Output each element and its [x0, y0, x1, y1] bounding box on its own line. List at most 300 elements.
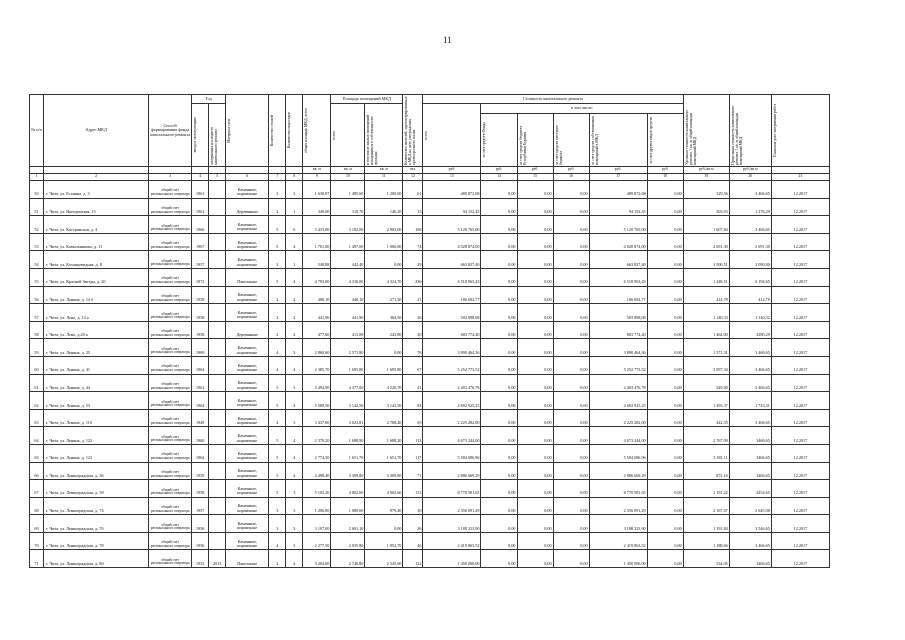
cost-total-cell: 683 774,40 — [423, 321, 481, 339]
total-area-cell: 2 277,50 — [303, 532, 331, 550]
column-number-cell: 12 — [403, 174, 423, 181]
premises-area-cell: 1 651,70 — [331, 444, 365, 462]
cost-fund-cell: 0,00 — [481, 392, 517, 410]
unit-cell — [149, 167, 192, 174]
private-area-cell: 1 688,20 — [365, 427, 403, 445]
total-area-cell: 1 206,80 — [303, 497, 331, 515]
row-number: 62 — [30, 392, 44, 410]
unit-cost-cell: 3 097,34 — [683, 356, 729, 374]
cost-local-cell: 0,00 — [553, 392, 589, 410]
cost-regional-cell: 0,00 — [517, 427, 553, 445]
cost-regional-cell: 0,00 — [517, 181, 553, 199]
cost-local-cell: 0,00 — [553, 374, 589, 392]
header-cost-owners-text: за счет средств собственников помещений в МКД — [590, 116, 599, 165]
year-repaired-cell — [209, 374, 226, 392]
total-area-cell: 1 630,87 — [303, 181, 331, 199]
floors-cell: 2 — [269, 251, 286, 269]
cost-local-cell: 0,00 — [553, 286, 589, 304]
table-row — [30, 339, 830, 357]
total-area-cell: 2 774,50 — [303, 444, 331, 462]
column-number-cell: 1 — [30, 174, 44, 181]
total-area-cell: 3 433,00 — [303, 216, 331, 234]
max-unit-cost-cell: 412,78 — [729, 286, 771, 304]
cost-fund-cell: 0,00 — [481, 339, 517, 357]
header-entrances-text: Количество подъездов — [287, 112, 292, 149]
header-cost-fund-text: за счет средств Фонда — [482, 122, 487, 158]
floors-cell: 2 — [269, 550, 286, 568]
address-cell: г. Чита, ул. Ленина, д. 110 — [44, 409, 149, 427]
cost-fund-cell: 0,00 — [481, 550, 517, 568]
row-number: 57 — [30, 304, 44, 322]
header-max-unit-cost — [729, 95, 771, 167]
entrances-cell: 4 — [286, 427, 303, 445]
table-row — [30, 304, 830, 322]
address-cell: г. Чита, ул. Ленина, д. 14 б — [44, 286, 149, 304]
table-row — [30, 286, 830, 304]
premises-area-cell: 2 571,80 — [331, 339, 365, 357]
year-repaired-cell — [209, 233, 226, 251]
header-cost-total — [423, 104, 481, 167]
column-number-cell: 16 — [553, 174, 589, 181]
wall-material-cell: Каменные, кирпичные — [226, 233, 269, 251]
max-unit-cost-cell: 1 276,29 — [729, 198, 771, 216]
premises-area-cell: 1 688,90 — [331, 427, 365, 445]
header-total-area — [303, 95, 331, 167]
table-row — [30, 198, 830, 216]
floors-cell: 3 — [269, 497, 286, 515]
cost-total-cell: 2 403 476,78 — [423, 374, 481, 392]
cost-other-cell: 0,00 — [647, 304, 683, 322]
private-area-cell: 1 200,00 — [365, 181, 403, 199]
cost-owners-cell: 5 584 686,96 — [589, 444, 647, 462]
address-cell: г. Чита, ул. Коханцевидная, д. 8 — [44, 251, 149, 269]
unit-cost-cell: 1 188,66 — [683, 532, 729, 550]
total-area-cell: 5 103,20 — [303, 480, 331, 498]
wall-material-cell: Каменные, кирпичные — [226, 216, 269, 234]
cost-other-cell: 0,00 — [647, 409, 683, 427]
premises-area-cell: 2 601,10 — [331, 515, 365, 533]
header-floors — [269, 95, 286, 167]
entrances-cell: 6 — [286, 216, 303, 234]
max-unit-cost-cell: 3 466,65 — [729, 339, 771, 357]
cost-other-cell: 0,00 — [647, 427, 683, 445]
private-area-cell: 3 142,50 — [365, 392, 403, 410]
cost-local-cell: 0,00 — [553, 181, 589, 199]
page-number: 11 — [443, 35, 452, 45]
residents-cell: 36 — [403, 515, 423, 533]
year-built-cell: 1958 — [192, 286, 209, 304]
wall-material-cell: Каменные, кирпичные — [226, 392, 269, 410]
deadline-cell: 12.2017 — [771, 480, 829, 498]
row-number: 53 — [30, 233, 44, 251]
max-unit-cost-cell: 1 743,31 — [729, 392, 771, 410]
private-area-cell: 1 006,00 — [365, 233, 403, 251]
cost-fund-cell: 0,00 — [481, 480, 517, 498]
entrances-cell: 2 — [286, 321, 303, 339]
header-address: Адрес МКД — [44, 95, 149, 167]
year-built-cell: 1972 — [192, 268, 209, 286]
fund-method-cell: общий счет регионального оператора — [149, 339, 192, 357]
year-repaired-cell — [209, 321, 226, 339]
wall-material-cell: Каменные, кирпичные — [226, 339, 269, 357]
cost-other-cell: 0,00 — [647, 462, 683, 480]
deadline-cell: 12.2017 — [771, 268, 829, 286]
header-cost-other — [647, 114, 683, 167]
unit-cost-cell: 549,00 — [683, 374, 729, 392]
fund-method-cell: общий счет регионального оператора — [149, 480, 192, 498]
table-row — [30, 427, 830, 445]
cost-other-cell: 0,00 — [647, 286, 683, 304]
private-area-cell: 3 309,80 — [365, 462, 403, 480]
cost-fund-cell: 0,00 — [481, 462, 517, 480]
column-number-cell: 7 — [269, 174, 286, 181]
cost-local-cell: 0,00 — [553, 462, 589, 480]
table-row — [30, 216, 830, 234]
year-repaired-cell — [209, 251, 226, 269]
entrances-cell: 2 — [286, 304, 303, 322]
table-row — [30, 532, 830, 550]
deadline-cell: 12.2017 — [771, 550, 829, 568]
row-number: 64 — [30, 427, 44, 445]
private-area-cell: 4 002,60 — [365, 480, 403, 498]
max-unit-cost-cell: 3 466,65 — [729, 374, 771, 392]
private-area-cell: 271,50 — [365, 286, 403, 304]
entrances-cell: 4 — [286, 233, 303, 251]
year-repaired-cell — [209, 444, 226, 462]
fund-method-cell: общий счет регионального оператора — [149, 427, 192, 445]
cost-local-cell: 0,00 — [553, 532, 589, 550]
column-number-cell: 15 — [517, 174, 553, 181]
cost-regional-cell: 0,00 — [517, 374, 553, 392]
header-year-last-repair — [209, 104, 226, 167]
cost-local-cell: 0,00 — [553, 550, 589, 568]
cost-regional-cell: 0,00 — [517, 356, 553, 374]
column-number-cell: 9 — [303, 174, 331, 181]
unit-cost-cell: 1 140,33 — [683, 304, 729, 322]
cost-regional-cell: 0,00 — [517, 286, 553, 304]
premises-area-cell: 413,08 — [331, 321, 365, 339]
table-row — [30, 409, 830, 427]
cost-fund-cell: 0,00 — [481, 409, 517, 427]
cost-owners-cell: 6 518 963,43 — [589, 268, 647, 286]
table-row — [30, 233, 830, 251]
cost-regional-cell: 0,00 — [517, 532, 553, 550]
table-body — [30, 181, 830, 568]
cost-other-cell: 0,00 — [647, 550, 683, 568]
total-area-cell: 480,10 — [303, 286, 331, 304]
header-premises-private — [365, 104, 403, 167]
deadline-cell: 12.2017 — [771, 392, 829, 410]
year-built-cell: 1959 — [192, 462, 209, 480]
repair-plan-table — [29, 94, 830, 568]
floors-cell: 4 — [269, 339, 286, 357]
header-max-unit-cost-text: Предельная стоимость капитального ремонта 1 кв. м общей площади помещений МКД — [730, 105, 743, 165]
units-row — [30, 167, 830, 174]
table-row — [30, 321, 830, 339]
address-cell: г. Чита, ул. Ленина, д. 53 — [44, 392, 149, 410]
cost-other-cell: 0,00 — [647, 532, 683, 550]
max-unit-cost-cell: 2 691,30 — [729, 233, 771, 251]
column-number-cell: 17 — [589, 174, 647, 181]
private-area-cell: 4 324,70 — [365, 268, 403, 286]
premises-area-cell: 310,70 — [331, 198, 365, 216]
residents-cell: 113 — [403, 480, 423, 498]
premises-area-cell: 441,90 — [331, 304, 365, 322]
cost-total-cell: 5 120 765,00 — [423, 216, 481, 234]
floors-cell: 4 — [269, 409, 286, 427]
unit-cell: руб. — [589, 167, 647, 174]
fund-method-cell: общий счет регионального оператора — [149, 304, 192, 322]
deadline-cell: 12.2017 — [771, 233, 829, 251]
header-cost-regional — [517, 114, 553, 167]
entrances-cell: 3 — [286, 181, 303, 199]
cost-fund-cell: 0,00 — [481, 427, 517, 445]
year-built-cell: 1967 — [192, 233, 209, 251]
wall-material-cell: Каменные, кирпичные — [226, 181, 269, 199]
premises-area-cell: 3 142,50 — [331, 392, 365, 410]
floors-cell: 2 — [269, 321, 286, 339]
unit-cost-cell: 872,16 — [683, 462, 729, 480]
header-num: № п/п — [30, 95, 44, 167]
premises-area-cell: 3 182,00 — [331, 216, 365, 234]
table-row — [30, 374, 830, 392]
cost-owners-cell: 186 692,77 — [589, 286, 647, 304]
private-area-cell: 2 545,60 — [365, 550, 403, 568]
column-number-cell: 11 — [365, 174, 403, 181]
max-unit-cost-cell: 2 645,08 — [729, 497, 771, 515]
year-repaired-cell — [209, 497, 226, 515]
cost-fund-cell: 0,00 — [481, 532, 517, 550]
year-repaired-cell — [209, 462, 226, 480]
private-area-cell: 979,40 — [365, 497, 403, 515]
entrances-cell: 4 — [286, 444, 303, 462]
cost-local-cell: 0,00 — [553, 304, 589, 322]
wall-material-cell: Каменные, кирпичные — [226, 427, 269, 445]
total-area-cell: 349,00 — [303, 198, 331, 216]
floors-cell: 3 — [269, 181, 286, 199]
cost-owners-cell: 3 188 223,90 — [589, 515, 647, 533]
year-built-cell: 1964 — [192, 392, 209, 410]
max-unit-cost-cell: 3 466,65 — [729, 532, 771, 550]
column-number-cell: 6 — [226, 174, 269, 181]
cost-owners-cell: 683 774,40 — [589, 321, 647, 339]
premises-area-cell: 4 316,00 — [331, 268, 365, 286]
year-built-cell: 1953 — [192, 550, 209, 568]
cost-regional-cell: 0,00 — [517, 251, 553, 269]
premises-area-cell: 1 695,80 — [331, 356, 365, 374]
year-repaired-cell — [209, 198, 226, 216]
wall-material-cell: Панельные — [226, 550, 269, 568]
cost-regional-cell: 0,00 — [517, 550, 553, 568]
cost-total-cell: 2 886 669,29 — [423, 462, 481, 480]
cost-local-cell: 0,00 — [553, 515, 589, 533]
table-row — [30, 444, 830, 462]
premises-area-cell: 3 023,81 — [331, 409, 365, 427]
cost-total-cell: 2 419 863,52 — [423, 532, 481, 550]
deadline-cell: 12.2017 — [771, 462, 829, 480]
address-cell: г. Чита, ул. Ленина, д. 41 — [44, 356, 149, 374]
unit-cell: кв. м — [303, 167, 331, 174]
entrances-cell: 3 — [286, 480, 303, 498]
unit-cell: руб./кв.м — [729, 167, 771, 174]
row-number: 65 — [30, 444, 44, 462]
cost-other-cell: 0,00 — [647, 251, 683, 269]
table-row — [30, 181, 830, 199]
unit-cell: руб. — [517, 167, 553, 174]
premises-area-cell: 4 377,00 — [331, 374, 365, 392]
row-number: 67 — [30, 480, 44, 498]
cost-fund-cell: 0,00 — [481, 515, 517, 533]
column-number-cell: 19 — [683, 174, 729, 181]
deadline-cell: 12.2017 — [771, 374, 829, 392]
fund-method-cell: общий счет регионального оператора — [149, 356, 192, 374]
max-unit-cost-cell: 3 466,65 — [729, 409, 771, 427]
max-unit-cost-cell: 3466,65 — [729, 444, 771, 462]
row-number: 58 — [30, 321, 44, 339]
unit-cost-cell: 303,03 — [683, 198, 729, 216]
unit-cost-cell: 1 607,64 — [683, 216, 729, 234]
cost-local-cell: 0,00 — [553, 268, 589, 286]
cost-owners-cell: 1 450 000,00 — [589, 550, 647, 568]
table-row — [30, 268, 830, 286]
private-area-cell: 1 695,80 — [365, 356, 403, 374]
wall-material-cell: Каменные, кирпичные — [226, 515, 269, 533]
unit-cost-cell: 2 167,07 — [683, 497, 729, 515]
cost-owners-cell: 4 692 925,25 — [589, 392, 647, 410]
table-row — [30, 480, 830, 498]
row-number: 51 — [30, 198, 44, 216]
year-repaired-cell — [209, 392, 226, 410]
cost-total-cell: 5 584 686,96 — [423, 444, 481, 462]
entrances-cell: 1 — [286, 251, 303, 269]
cost-other-cell: 0,00 — [647, 374, 683, 392]
deadline-cell: 12.2017 — [771, 286, 829, 304]
total-area-cell: 2 385,70 — [303, 356, 331, 374]
unit-cell: руб. — [423, 167, 481, 174]
wall-material-cell: Каменные, кирпичные — [226, 374, 269, 392]
year-built-cell: 1956 — [192, 532, 209, 550]
cost-total-cell: 2 225 282,00 — [423, 409, 481, 427]
wall-material-cell: Каменные, кирпичные — [226, 462, 269, 480]
fund-method-cell: общий счет регионального оператора — [149, 550, 192, 568]
column-number-cell: 20 — [729, 174, 771, 181]
header-premises-area: Площадь помещений МКД — [331, 95, 403, 104]
entrances-cell: 3 — [286, 532, 303, 550]
unit-cost-cell: 534,05 — [683, 550, 729, 568]
address-cell: г. Чита, ул. Ленина, д. 122 — [44, 427, 149, 445]
residents-cell: 21 — [403, 286, 423, 304]
deadline-cell: 12.2017 — [771, 304, 829, 322]
floors-cell: 5 — [269, 216, 286, 234]
address-cell: г. Чита, ул. Ленинградская, д. 80 — [44, 550, 149, 568]
premises-area-cell: 1 497,00 — [331, 233, 365, 251]
table-row — [30, 356, 830, 374]
year-repaired-cell — [209, 304, 226, 322]
floors-cell: 4 — [269, 356, 286, 374]
column-number-cell: 21 — [771, 174, 829, 181]
cost-total-cell: 1 450 000,00 — [423, 550, 481, 568]
cost-regional-cell: 0,00 — [517, 497, 553, 515]
cost-total-cell: 4 692 925,25 — [423, 392, 481, 410]
cost-fund-cell: 0,00 — [481, 321, 517, 339]
cost-fund-cell: 0,00 — [481, 497, 517, 515]
address-cell: г. Чита, ул. Кастринская, д. 4 — [44, 216, 149, 234]
residents-cell: 113 — [403, 427, 423, 445]
unit-cell: кв. м — [331, 167, 365, 174]
header-floors-text: Количество этажей — [270, 114, 275, 147]
row-number: 70 — [30, 532, 44, 550]
header-residents-text: Количество жителей, зарегистрированных в МКД на дату утверждения краткосрочного плана — [404, 96, 417, 165]
header-year-built — [192, 104, 209, 167]
floors-cell: 2 — [269, 198, 286, 216]
cost-local-cell: 0,00 — [553, 427, 589, 445]
column-number-cell: 14 — [481, 174, 517, 181]
max-unit-cost-cell: 3466,65 — [729, 427, 771, 445]
unit-cell — [226, 167, 269, 174]
row-number: 56 — [30, 286, 44, 304]
address-cell: г. Чита, ул. Лено, д. 14 а — [44, 304, 149, 322]
unit-cell: руб. — [647, 167, 683, 174]
row-number: 60 — [30, 356, 44, 374]
row-number: 69 — [30, 515, 44, 533]
cost-regional-cell: 0,00 — [517, 444, 553, 462]
unit-cell — [269, 167, 286, 174]
address-cell: г. Чита, ул. Ингодинская, 13 — [44, 198, 149, 216]
header-cost-other-text: за счет других видов средств — [648, 116, 653, 164]
entrances-cell: 3 — [286, 339, 303, 357]
max-unit-cost-cell: 3 466,65 — [729, 356, 771, 374]
address-cell: г. Чита, ул. Ковыльникова, д. 11 — [44, 233, 149, 251]
residents-cell: 71 — [403, 462, 423, 480]
address-cell: г. Чита, ул. Ленина, д. 123 — [44, 444, 149, 462]
table-row — [30, 550, 830, 568]
cost-owners-cell: 4 028 874,00 — [589, 233, 647, 251]
header-deadline-text: Плановая дата завершения работ — [772, 103, 777, 158]
cost-fund-cell: 0,00 — [481, 233, 517, 251]
residents-cell: 65 — [403, 409, 423, 427]
table-row — [30, 497, 830, 515]
entrances-cell: 2 — [286, 286, 303, 304]
column-number-cell: 10 — [331, 174, 365, 181]
cost-other-cell: 0,00 — [647, 198, 683, 216]
cost-total-cell: 4 673 244,00 — [423, 427, 481, 445]
premises-area-cell: 440,10 — [331, 286, 365, 304]
cost-total-cell: 2 356 091,29 — [423, 497, 481, 515]
fund-method-cell: общий счет регионального оператора — [149, 497, 192, 515]
header-cost-fund — [481, 114, 517, 167]
cost-owners-cell: 503 898,08 — [589, 304, 647, 322]
residents-cell: 30 — [403, 497, 423, 515]
table-row — [30, 251, 830, 269]
row-number: 52 — [30, 216, 44, 234]
cost-total-cell: 3 188 223,90 — [423, 515, 481, 533]
cost-owners-cell: 2 403 476,78 — [589, 374, 647, 392]
address-cell: г. Чита, ул. Ленинградская, д. 78 — [44, 532, 149, 550]
cost-regional-cell: 0,00 — [517, 462, 553, 480]
deadline-cell: 12.2017 — [771, 497, 829, 515]
private-area-cell: 4 220,70 — [365, 374, 403, 392]
fund-method-cell: общий счет регионального оператора — [149, 321, 192, 339]
header-premises-total-text: всего — [332, 130, 337, 140]
column-number-cell: 18 — [647, 174, 683, 181]
year-built-cell: 1969 — [192, 339, 209, 357]
unit-cost-cell: 2 191,22 — [683, 480, 729, 498]
wall-material-cell: Каменные, кирпичные — [226, 356, 269, 374]
deadline-cell: 12.2017 — [771, 515, 829, 533]
year-repaired-cell — [209, 515, 226, 533]
fund-method-cell: общий счет регионального оператора — [149, 409, 192, 427]
residents-cell: 67 — [403, 356, 423, 374]
